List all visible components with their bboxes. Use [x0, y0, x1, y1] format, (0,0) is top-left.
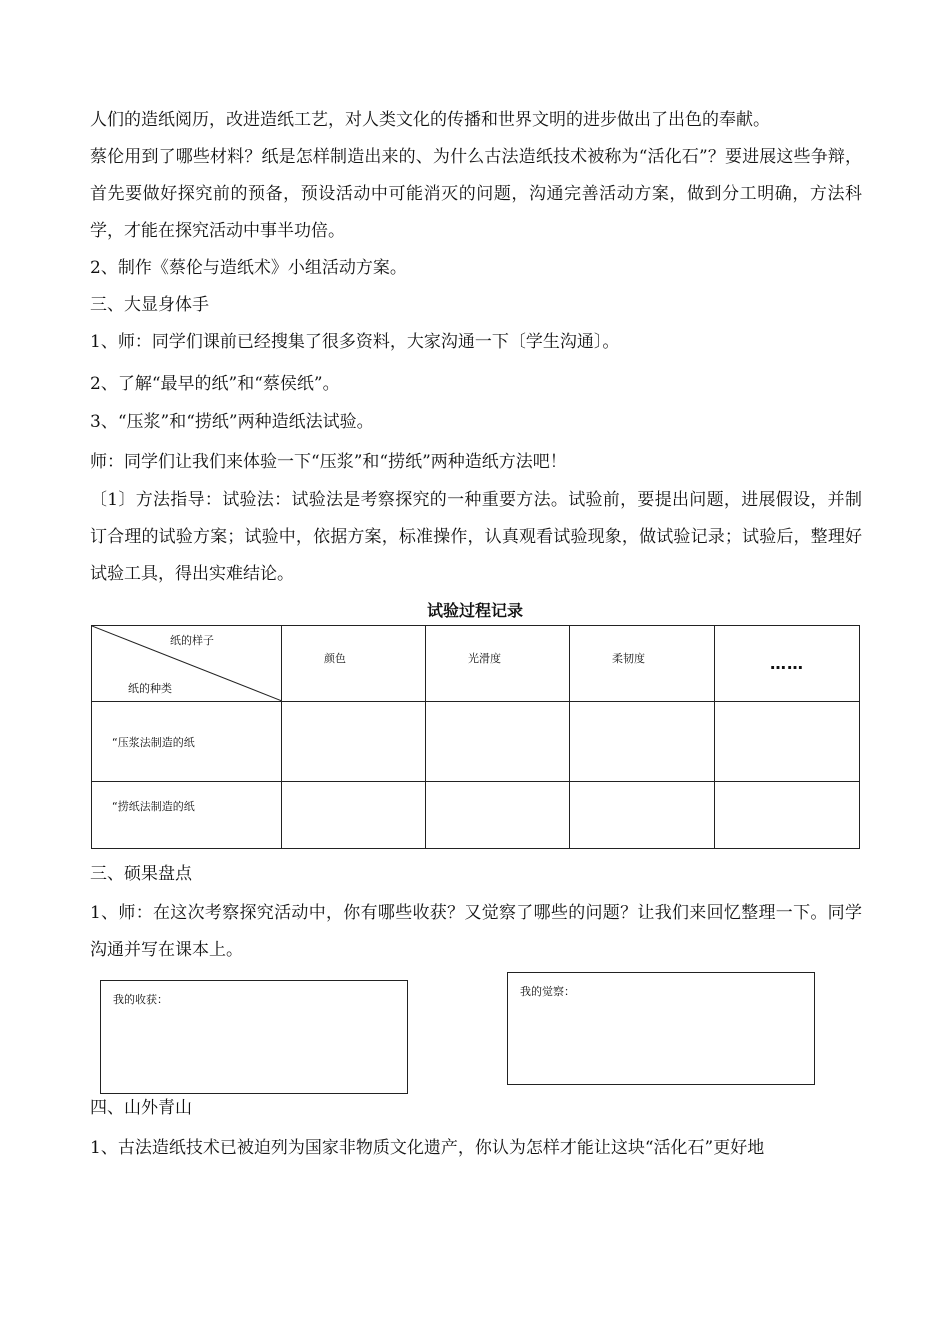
table-title: 试验过程记录 — [426, 601, 523, 620]
paragraph-method: 〔1〕方法指导：试验法：试验法是考察探究的一种重要方法。试验前，要提出问题，进展假设，并制订合理的试验方案；试验中，依据方案，标准操作，认真观看试验现象，做试验记录；试验后，整理好试验工具，得出实难结论。 — [90, 490, 862, 584]
corner-top-label: 纸的样子 — [170, 634, 214, 647]
paragraph-plan-step: 2、制作《蔡伦与造纸术》小组活动方案。 — [90, 258, 407, 278]
paragraph-step-3: 3、“压浆”和“捞纸”两种造纸法试验。 — [90, 412, 374, 432]
table-cell — [282, 782, 426, 849]
table-row — [92, 702, 860, 782]
table-corner-cell — [92, 626, 282, 702]
column-header: 光滑度 — [426, 626, 570, 702]
table-cell — [715, 782, 860, 849]
found-box-label: 我的觉察： — [520, 985, 575, 998]
row-label: “压浆法制造的纸 — [92, 702, 282, 782]
paragraph-step-2: 2、了解“最早的纸”和“蔡侯纸”。 — [90, 374, 340, 394]
table-cell — [570, 702, 715, 782]
paragraph-step-1: 1、师：同学们课前已经搜集了很多资料，大家沟通一下〔学生沟通〕。 — [90, 332, 620, 352]
column-header: 颜色 — [282, 626, 426, 702]
paragraph-teacher: 师：同学们让我们来体验一下“压浆”和“捞纸”两种造纸方法吧！ — [90, 452, 567, 472]
table-cell — [715, 702, 860, 782]
paragraph-question: 蔡伦用到了哪些材料？纸是怎样制造出来的、为什么古法造纸技术被称为“活化石”？要进展这些争辩，首先要做好探究前的预备，预设活动中可能消灭的问题，沟通完善活动方案，做到分工明确，方法科学，才能在探究活动中事半功倍。 — [90, 147, 862, 241]
experiment-record-table — [91, 625, 860, 849]
gain-box-label: 我的收获： — [113, 993, 168, 1006]
row-label: “捞纸法制造的纸 — [92, 782, 282, 849]
paragraph-heritage: 1、古法造纸技术已被迫列为国家非物质文化遗产，你认为怎样才能让这块“活化石”更好地 — [90, 1138, 765, 1158]
table-row — [92, 782, 860, 849]
paragraph-harvest: 1、师：在这次考察探究活动中，你有哪些收获？又觉察了哪些的问题？让我们来回忆整理一下。同学沟通并写在课本上。 — [90, 903, 862, 960]
table-cell — [282, 702, 426, 782]
section-heading-harvest: 三、硕果盘点 — [90, 864, 192, 884]
table-header-row — [92, 626, 860, 702]
table-cell — [426, 702, 570, 782]
corner-bottom-label: 纸的种类 — [128, 682, 172, 695]
section-heading-3: 三、大显身体手 — [90, 295, 209, 315]
column-header: …… — [715, 626, 860, 702]
table-cell — [570, 782, 715, 849]
found-box — [507, 972, 815, 1085]
paragraph-intro-end: 人们的造纸阅历，改进造纸工艺，对人类文化的传播和世界文明的进步做出了出色的奉献。 — [90, 110, 770, 130]
column-header: 柔韧度 — [570, 626, 715, 702]
gain-box — [100, 980, 408, 1094]
table-cell — [426, 782, 570, 849]
section-heading-4: 四、山外青山 — [90, 1098, 192, 1118]
